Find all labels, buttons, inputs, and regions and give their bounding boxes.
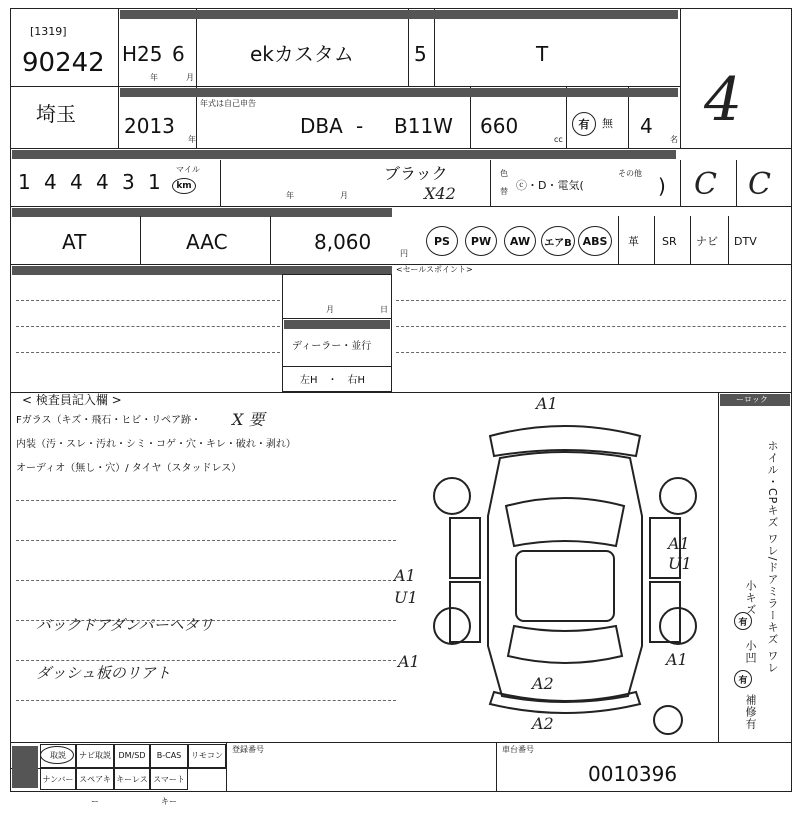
sales-line-4 xyxy=(396,300,786,301)
mark-rear-bottom: A2 xyxy=(532,714,554,733)
r1-label-bar xyxy=(120,10,678,19)
extra-dtv: DTV xyxy=(734,235,757,248)
spare-tire xyxy=(654,706,682,734)
dealer-month: 月 xyxy=(326,305,334,314)
legend-repair: 補修有 xyxy=(744,694,757,730)
transmission: AT xyxy=(62,230,87,254)
lot-number: 90242 xyxy=(22,48,105,78)
color-code: X42 xyxy=(424,184,456,203)
equip-abs: ABS xyxy=(578,226,612,256)
r3-div4 xyxy=(736,160,737,206)
month-unit: 月 xyxy=(186,73,194,82)
mark-right-side: A1 xyxy=(668,534,690,553)
cc-unit: cc xyxy=(554,135,563,144)
type-prefix: DBA xyxy=(300,114,343,138)
sales-points-label: <セールスポイント> xyxy=(396,265,473,274)
extra-sunroof: SR xyxy=(662,235,677,248)
right-front-wheel xyxy=(660,478,696,514)
region: 埼玉 xyxy=(36,102,76,126)
mark-rear-top: A2 xyxy=(532,674,554,693)
ac-no: 無 xyxy=(602,117,613,130)
note-1: バックドアダンパーヘタリ xyxy=(36,616,214,634)
interior-grade: C xyxy=(694,167,717,202)
paint-options: ⓒ・D・電気( xyxy=(516,179,584,192)
price: 8,060 xyxy=(314,230,372,254)
sales-line-2 xyxy=(16,326,280,327)
exterior-grade: C xyxy=(748,167,771,202)
car-body xyxy=(488,452,642,702)
footer-tag xyxy=(12,746,38,788)
insp-line-f xyxy=(16,700,396,701)
handle-side: 左H ・ 右H xyxy=(300,375,366,386)
roof xyxy=(516,551,614,621)
sales-line-1 xyxy=(16,300,280,301)
odometer-digit: 3 xyxy=(122,170,135,194)
r4-div4 xyxy=(654,216,655,264)
check-smart-key: スマートキー xyxy=(150,768,188,790)
right-rear-wheel xyxy=(660,608,696,644)
aircon: AAC xyxy=(186,230,228,254)
mileage-unit-km: km xyxy=(172,178,196,194)
left-rear-wheel xyxy=(434,608,470,644)
r2-div1 xyxy=(118,86,119,148)
year-ad: 2013 xyxy=(124,114,175,138)
r4-div1 xyxy=(140,216,141,264)
check-navi-manual: ナビ取説 xyxy=(76,744,114,768)
equip-pw: PW xyxy=(465,226,497,256)
right-rear-door xyxy=(650,582,680,642)
row3-bottom xyxy=(10,206,792,207)
dealer-day: 日 xyxy=(380,305,388,314)
odometer-digit: 1 xyxy=(18,170,31,194)
extra-navi: ナビ xyxy=(696,235,718,248)
color-label: 色 xyxy=(500,169,508,178)
rear-window xyxy=(508,626,622,663)
insp-line-e xyxy=(16,660,396,661)
insp-year-unit: 年 xyxy=(286,191,294,200)
mark-left-rear: A1 xyxy=(398,652,420,671)
r1-div1 xyxy=(118,8,119,86)
check-spare-key: スペアキー xyxy=(76,768,114,790)
other-label: その他 xyxy=(618,169,642,178)
mark-left-side: A1 xyxy=(394,566,416,585)
dealer-label-bar xyxy=(284,320,390,329)
r1-div5 xyxy=(680,8,681,148)
mark-left-side2: U1 xyxy=(394,588,418,607)
era-year: H25 xyxy=(122,42,163,66)
doors: 5 xyxy=(414,42,427,66)
legend-yes-2: 有 xyxy=(734,670,752,688)
r3-label-bar xyxy=(12,150,676,159)
left-rear-door xyxy=(450,582,480,642)
type-code: B11W xyxy=(394,114,453,138)
note-2: ダッシュ板のリアト xyxy=(36,664,171,682)
inspector-line2: 内装（汚・スレ・汚れ・シミ・コゲ・穴・キレ・破れ・剥れ） xyxy=(16,439,296,450)
price-unit: 円 xyxy=(400,249,408,258)
check-plate: ナンバー xyxy=(40,768,76,790)
legend-header: ーロック xyxy=(736,395,768,404)
left-front-wheel xyxy=(434,478,470,514)
equip-ps: PS xyxy=(426,226,458,256)
r3-div3 xyxy=(680,160,681,206)
color-change-label: 替 xyxy=(500,187,508,196)
r4-div3 xyxy=(618,216,619,264)
windshield xyxy=(506,498,624,546)
row1-bottom xyxy=(10,86,680,87)
equip-aw: AW xyxy=(504,226,536,256)
era-year-unit: 年 xyxy=(150,73,158,82)
r3-div1 xyxy=(220,160,221,206)
footer-div2 xyxy=(496,742,497,792)
inspector-line1: Fガラス（キズ・飛石・ヒビ・リペア跡・ xyxy=(16,415,202,426)
displacement: 660 xyxy=(480,114,519,138)
insp-line-b xyxy=(16,540,396,541)
odometer-digit: 4 xyxy=(44,170,57,194)
odometer-digit: 4 xyxy=(70,170,83,194)
reg-month: 6 xyxy=(172,42,185,66)
insp-month-unit: 月 xyxy=(340,191,348,200)
reg-number-label: 登録番号 xyxy=(232,745,264,754)
legend-left-border xyxy=(718,392,719,742)
r4-label-bar xyxy=(12,208,392,217)
capacity-unit: 名 xyxy=(670,135,678,144)
footer-div1 xyxy=(226,742,227,792)
r3-div2 xyxy=(490,160,491,206)
extra-leather: 革 xyxy=(628,235,639,248)
equip-airbag: エアB xyxy=(541,226,575,256)
dealer-line1 xyxy=(282,318,392,319)
legend-small-scratch: 小キズ xyxy=(744,580,757,616)
dealer-line2 xyxy=(282,366,392,367)
check-dm-sd: DM/SD xyxy=(114,744,150,768)
dealer-type: ディーラー・並行 xyxy=(292,341,372,352)
check-manual: 取説 xyxy=(40,744,76,768)
legend-small-dent: 小凹 xyxy=(744,640,757,664)
sheet-code: [1319] xyxy=(30,25,67,38)
check-remote: リモコン xyxy=(188,744,226,768)
r1-div3 xyxy=(408,8,409,86)
sales-line-5 xyxy=(396,326,786,327)
check-bcas: B-CAS xyxy=(150,744,188,768)
mark-right-side2: U1 xyxy=(668,554,692,573)
chassis-number: 0010396 xyxy=(588,762,678,786)
row2-bottom xyxy=(10,148,792,149)
r1-div4 xyxy=(434,8,435,86)
insp-line-c xyxy=(16,580,396,581)
handwritten-score: 4 xyxy=(704,65,743,135)
paren-close: ) xyxy=(658,174,666,198)
inspector-line1-hand: X 要 xyxy=(232,410,265,429)
grade: T xyxy=(536,42,549,66)
odometer-digit: 1 xyxy=(148,170,161,194)
check-keyless: キーレス xyxy=(114,768,150,790)
ac-yes-circle: 有 xyxy=(572,112,596,136)
sales-line-6 xyxy=(396,352,786,353)
odometer-digit: 4 xyxy=(96,170,109,194)
r4-div2 xyxy=(270,216,271,264)
insp-line-a xyxy=(16,500,396,501)
type-dash: - xyxy=(356,114,364,138)
r4-div5 xyxy=(690,216,691,264)
r4-div6 xyxy=(728,216,729,264)
first-reg-label: 年式は自己申告 xyxy=(200,99,256,108)
mark-front: A1 xyxy=(536,394,558,413)
r1-div2 xyxy=(196,8,197,86)
left-front-door xyxy=(450,518,480,578)
inspector-title: < 検査員記入欄 > xyxy=(22,393,122,407)
inspector-line3: オーディオ（無し・穴）/ タイヤ（スタッドレス） xyxy=(16,463,242,474)
year-ad-unit: 年 xyxy=(188,135,196,144)
legend-text: ホイル・CPキズ ワレ/ドアミラーキズ ワレ xyxy=(766,440,779,675)
legend-yes-1: 有 xyxy=(734,612,752,630)
footer-top xyxy=(10,742,792,743)
r2-label-bar xyxy=(120,88,678,97)
model-name: ekカスタム xyxy=(250,42,354,66)
mid-bottom xyxy=(10,392,792,393)
manual-circle xyxy=(40,746,74,764)
color-name: ブラック xyxy=(384,164,448,183)
sales-line-3 xyxy=(16,352,280,353)
capacity: 4 xyxy=(640,114,653,138)
chassis-label: 車台番号 xyxy=(502,745,534,754)
mark-right-rear: A1 xyxy=(666,650,688,669)
mileage-unit-mile: マイル xyxy=(176,165,200,174)
